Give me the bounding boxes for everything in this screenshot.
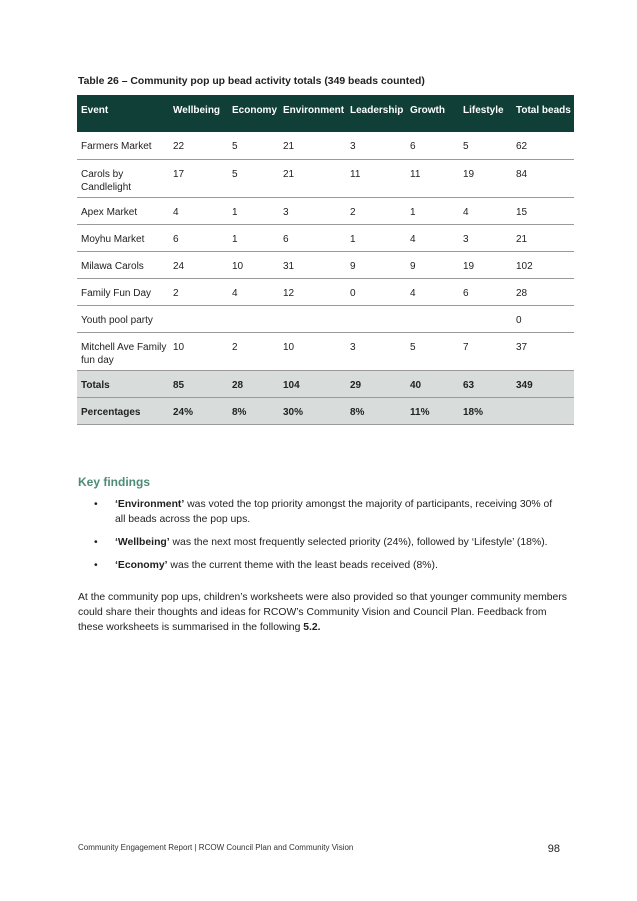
table-row (77, 278, 574, 305)
totals-row (77, 370, 574, 397)
cell: Family Fun Day (77, 278, 169, 305)
cell: 19 (459, 159, 512, 197)
finding-keyword: ‘Economy’ (115, 560, 168, 571)
bead-totals-table (77, 95, 574, 425)
cell: 3 (279, 197, 346, 224)
header-leadership: Leadership (346, 95, 406, 132)
cell: 4 (228, 278, 279, 305)
cell: Totals (77, 370, 169, 397)
key-findings-list (78, 497, 563, 581)
cell: 0 (346, 278, 406, 305)
cell: 4 (406, 224, 459, 251)
header-economy: Economy (228, 95, 279, 132)
cell: 3 (346, 132, 406, 159)
cell (346, 305, 406, 332)
cell: 4 (406, 278, 459, 305)
cell: 6 (459, 278, 512, 305)
section-reference: 5.2. (303, 622, 321, 633)
cell: 349 (512, 370, 574, 397)
cell: 15 (512, 197, 574, 224)
table-header-row (77, 95, 574, 132)
cell (512, 397, 574, 424)
header-growth: Growth (406, 95, 459, 132)
cell: 10 (228, 251, 279, 278)
cell: 24 (169, 251, 228, 278)
cell: 8% (346, 397, 406, 424)
finding-text: was the current theme with the least beads received (8%). (167, 560, 438, 571)
cell: 19 (459, 251, 512, 278)
cell: 1 (346, 224, 406, 251)
table-row (77, 332, 574, 370)
cell: 8% (228, 397, 279, 424)
cell: 3 (346, 332, 406, 370)
cell: 2 (169, 278, 228, 305)
finding-text: was the next most frequently selected priority (24%), followed by ‘Lifestyle’ (18%). (169, 537, 548, 548)
cell: Moyhu Market (77, 224, 169, 251)
table-caption: Table 26 – Community pop up bead activity totals (349 beads counted) (78, 76, 425, 87)
cell: 4 (459, 197, 512, 224)
finding-keyword: ‘Wellbeing’ (115, 537, 170, 548)
cell: 7 (459, 332, 512, 370)
cell: 0 (512, 305, 574, 332)
bullet-icon: • (94, 560, 98, 571)
cell: Milawa Carols (77, 251, 169, 278)
cell: 1 (228, 197, 279, 224)
key-findings-heading: Key findings (78, 475, 151, 489)
page-number: 98 (547, 843, 560, 855)
cell: 5 (228, 159, 279, 197)
cell: 24% (169, 397, 228, 424)
paragraph-text: At the community pop ups, children’s worksheets were also provided so that younger community members could share their thoughts and ideas for RCOW’s Community Vision and Council Plan. Feedback from these worksheets is summarised in the following (78, 592, 567, 633)
cell (406, 305, 459, 332)
cell: 28 (512, 278, 574, 305)
cell: 11 (406, 159, 459, 197)
cell: 12 (279, 278, 346, 305)
cell: 5 (406, 332, 459, 370)
header-wellbeing: Wellbeing (169, 95, 228, 132)
cell: 30% (279, 397, 346, 424)
cell: 2 (228, 332, 279, 370)
cell (228, 305, 279, 332)
bullet-icon: • (94, 499, 98, 510)
header-event: Event (77, 95, 169, 132)
list-item (78, 535, 563, 550)
list-item (78, 558, 563, 573)
finding-text: was voted the top priority amongst the majority of participants, receiving 30% of all beads across the pop ups. (115, 499, 553, 525)
finding-keyword: ‘Environment’ (115, 499, 185, 510)
cell: 102 (512, 251, 574, 278)
cell (169, 305, 228, 332)
cell: 29 (346, 370, 406, 397)
cell: 85 (169, 370, 228, 397)
table-row (77, 305, 574, 332)
cell: 31 (279, 251, 346, 278)
cell: 21 (279, 132, 346, 159)
cell: 37 (512, 332, 574, 370)
cell: 63 (459, 370, 512, 397)
cell: 10 (279, 332, 346, 370)
cell: 5 (228, 132, 279, 159)
cell: 21 (512, 224, 574, 251)
cell: 22 (169, 132, 228, 159)
header-total-beads: Total beads (512, 95, 574, 132)
cell: 9 (406, 251, 459, 278)
table-row (77, 132, 574, 159)
cell: 84 (512, 159, 574, 197)
cell: Percentages (77, 397, 169, 424)
cell: 3 (459, 224, 512, 251)
cell: 9 (346, 251, 406, 278)
cell: 5 (459, 132, 512, 159)
cell (459, 305, 512, 332)
cell: 21 (279, 159, 346, 197)
cell: 40 (406, 370, 459, 397)
cell: 2 (346, 197, 406, 224)
table-row (77, 159, 574, 197)
cell: 1 (228, 224, 279, 251)
table-row (77, 197, 574, 224)
body-paragraph (78, 590, 568, 635)
cell: Youth pool party (77, 305, 169, 332)
cell: 11% (406, 397, 459, 424)
cell: 18% (459, 397, 512, 424)
cell: 104 (279, 370, 346, 397)
cell: 10 (169, 332, 228, 370)
cell: 17 (169, 159, 228, 197)
cell: 62 (512, 132, 574, 159)
table-row (77, 224, 574, 251)
cell: 1 (406, 197, 459, 224)
list-item (78, 497, 563, 527)
cell (279, 305, 346, 332)
cell: 6 (279, 224, 346, 251)
percentages-row (77, 397, 574, 424)
cell: 6 (406, 132, 459, 159)
cell: 28 (228, 370, 279, 397)
cell: Farmers Market (77, 132, 169, 159)
cell: 4 (169, 197, 228, 224)
cell: Mitchell Ave Family fun day (77, 332, 169, 370)
cell: Carols by Candlelight (77, 159, 169, 197)
cell: 6 (169, 224, 228, 251)
header-environment: Environment (279, 95, 346, 132)
cell: 11 (346, 159, 406, 197)
header-lifestyle: Lifestyle (459, 95, 512, 132)
cell: Apex Market (77, 197, 169, 224)
table-row (77, 251, 574, 278)
bullet-icon: • (94, 537, 98, 548)
footer-title: Community Engagement Report | RCOW Council Plan and Community Vision (78, 843, 354, 852)
